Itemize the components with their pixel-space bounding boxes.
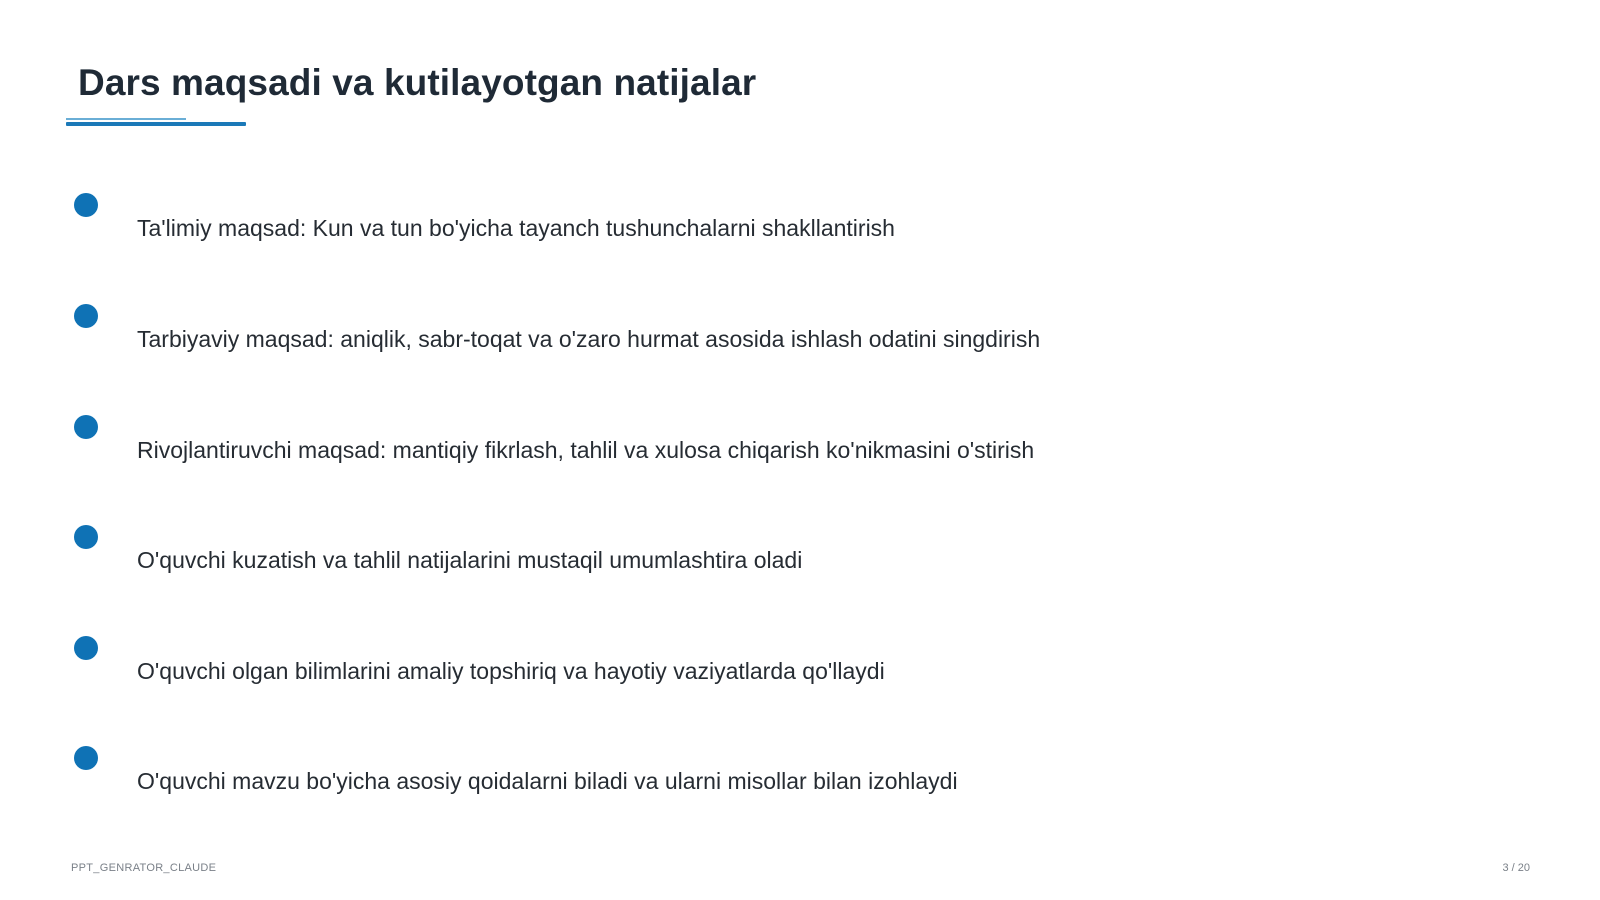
- bullet-text: O'quvchi olgan bilimlarini amaliy topshiriq va hayotiy vaziyatlarda qo'llaydi: [137, 658, 885, 684]
- bullet-item: [0, 304, 1600, 384]
- bullet-text: Tarbiyaviy maqsad: aniqlik, sabr-toqat va o'zaro hurmat asosida ishlash odatini singdirish: [137, 326, 1041, 352]
- circle-bullet-icon: [74, 525, 98, 549]
- bullet-item: [0, 525, 1600, 605]
- slide-title: Dars maqsadi va kutilayotgan natijalar: [78, 62, 757, 103]
- circle-bullet-icon: [74, 636, 98, 660]
- bullet-item: [0, 746, 1600, 826]
- bullet-text: Ta'limiy maqsad: Kun va tun bo'yicha tayanch tushunchalarni shakllantirish: [137, 215, 895, 241]
- bullet-text: O'quvchi kuzatish va tahlil natijalarini mustaqil umumlashtira oladi: [137, 547, 803, 573]
- bullet-text: O'quvchi mavzu bo'yicha asosiy qoidalarni biladi va ularni misollar bilan izohlaydi: [137, 768, 958, 794]
- circle-bullet-icon: [74, 415, 98, 439]
- bullet-item: [0, 415, 1600, 495]
- bullet-text: Rivojlantiruvchi maqsad: mantiqiy fikrlash, tahlil va xulosa chiqarish ko'nikmasini o'stirish: [137, 437, 1035, 463]
- circle-bullet-icon: [74, 193, 98, 217]
- page-indicator: 3 / 20: [1502, 862, 1530, 874]
- bullet-item: [0, 193, 1600, 273]
- circle-bullet-icon: [74, 304, 98, 328]
- footer-label: PPT_GENRATOR_CLAUDE: [71, 862, 217, 874]
- bullet-item: [0, 636, 1600, 716]
- circle-bullet-icon: [74, 746, 98, 770]
